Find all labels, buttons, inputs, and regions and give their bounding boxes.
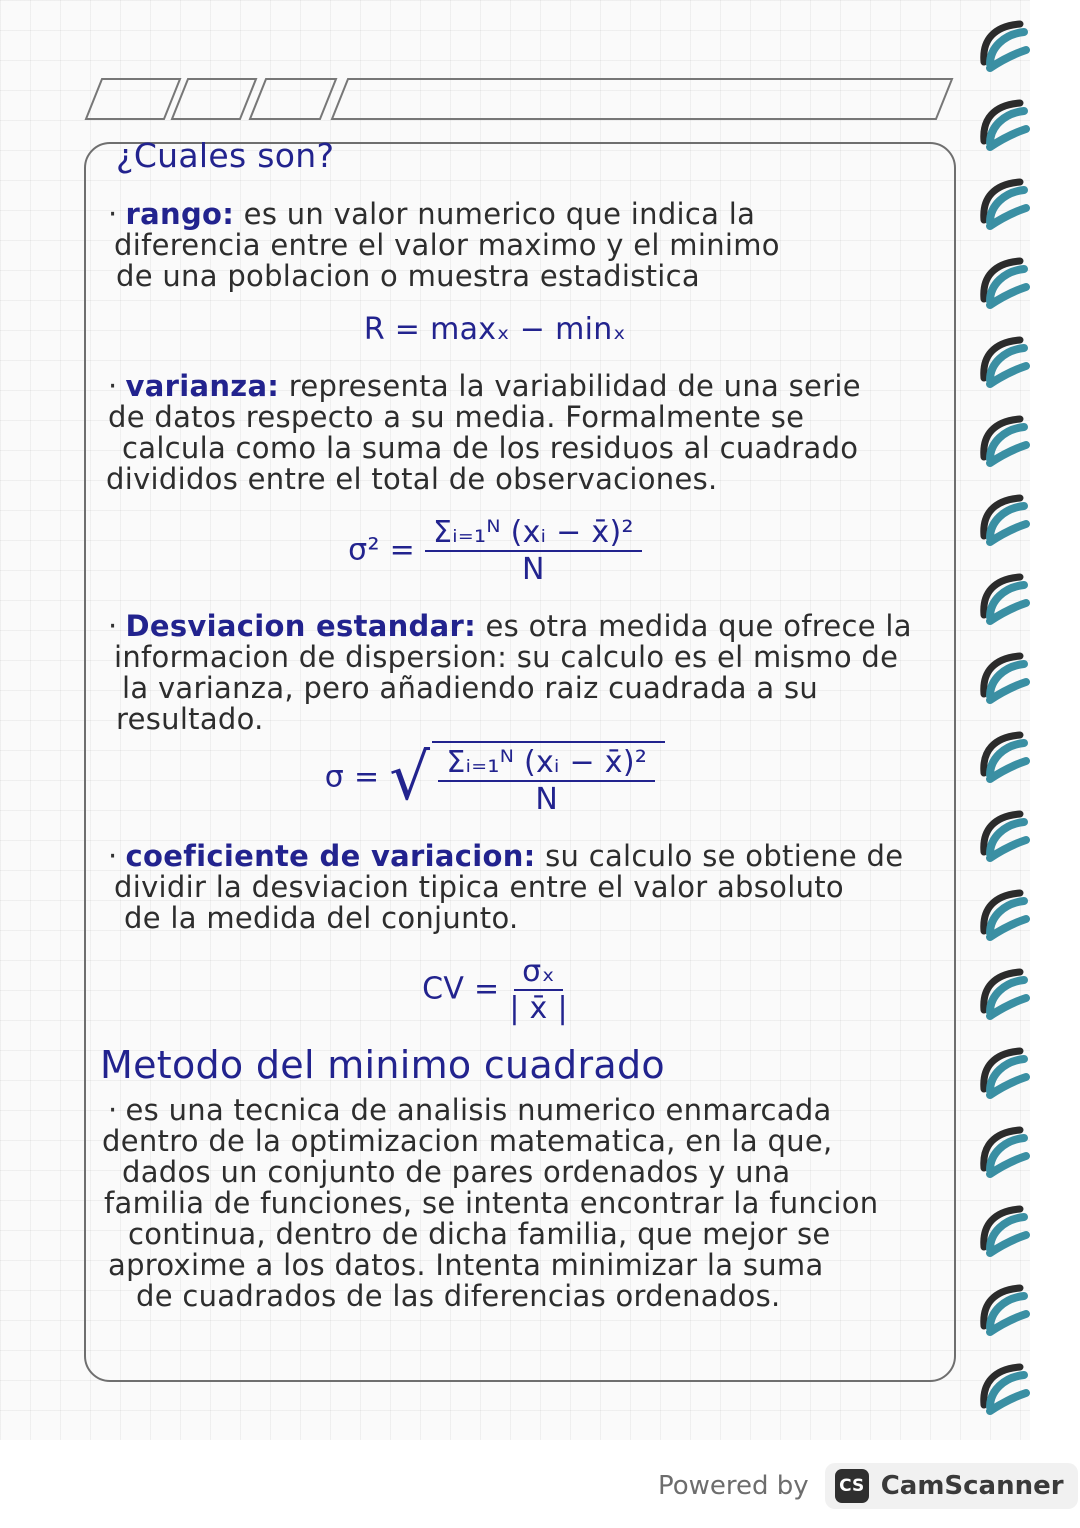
rango-term: rango:	[125, 197, 235, 231]
spiral-ring-icon	[984, 972, 1026, 1016]
metodo-line: familia de funciones, se intenta encontrar la funcion	[104, 1186, 879, 1220]
coeficiente-section	[100, 839, 904, 1026]
metodo-line: continua, dentro de dicha familia, que mejor se	[128, 1217, 831, 1251]
bullet: ·	[108, 369, 118, 403]
fraction-denominator: | x̄ |	[509, 991, 568, 1026]
coeficiente-formula	[100, 956, 890, 1024]
spiral-ring-icon	[984, 182, 1026, 226]
header-boxes	[80, 74, 960, 124]
spiral-ring-icon	[984, 656, 1026, 700]
fraction-numerator: Σᵢ₌₁ᴺ (xᵢ − x̄)²	[425, 517, 642, 552]
formula-lhs: σ =	[324, 759, 380, 795]
fraction-denominator: N	[522, 552, 545, 587]
rango-line: diferencia entre el valor maximo y el minimo	[114, 228, 780, 262]
metodo-section	[100, 1043, 890, 1313]
rango-section	[100, 199, 890, 345]
varianza-section	[100, 371, 890, 585]
spiral-ring-icon	[984, 1367, 1026, 1411]
camscanner-brand: CamScanner	[880, 1471, 1064, 1501]
metodo-line: de cuadrados de las diferencias ordenados.	[136, 1279, 781, 1313]
spiral-ring-icon	[984, 735, 1026, 779]
fraction-numerator: σₓ	[514, 956, 563, 991]
varianza-term: varianza:	[125, 369, 280, 403]
fraction	[509, 956, 568, 1024]
spiral-ring-icon	[984, 419, 1026, 463]
powered-by-text: Powered by	[658, 1471, 809, 1501]
fraction-numerator: Σᵢ₌₁ᴺ (xᵢ − x̄)²	[438, 747, 655, 782]
notes-content	[100, 136, 912, 1313]
desviacion-term: Desviacion estandar:	[125, 609, 476, 643]
coeficiente-line: su calculo se obtiene de	[545, 839, 904, 873]
spiral-ring-icon	[984, 814, 1026, 858]
metodo-line: dados un conjunto de pares ordenados y una	[122, 1155, 791, 1189]
bullet: ·	[108, 1093, 118, 1127]
metodo-title: Metodo del minimo cuadrado	[100, 1043, 665, 1087]
spiral-ring-icon	[984, 340, 1026, 384]
varianza-line: representa la variabilidad de una serie	[288, 369, 861, 403]
rango-line: es un valor numerico que indica la	[243, 197, 756, 231]
spiral-ring-icon	[984, 498, 1026, 542]
bullet: ·	[108, 609, 118, 643]
spiral-ring-icon	[984, 1288, 1026, 1332]
spiral-ring-icon	[984, 1209, 1026, 1253]
varianza-line: calcula como la suma de los residuos al cuadrado	[122, 431, 859, 465]
square-root	[389, 741, 665, 815]
spiral-binding	[980, 0, 1040, 1440]
spiral-ring-icon	[984, 893, 1026, 937]
spiral-ring-icon	[984, 103, 1026, 147]
fraction	[438, 747, 655, 815]
varianza-formula	[100, 517, 890, 585]
camscanner-logo-icon: CS	[835, 1469, 869, 1503]
formula-lhs: σ² =	[348, 532, 416, 568]
metodo-line: dentro de la optimizacion matematica, en la que,	[102, 1124, 833, 1158]
spiral-ring-icon	[984, 1051, 1026, 1095]
coeficiente-term: coeficiente de variacion:	[125, 839, 536, 873]
spiral-ring-icon	[984, 1130, 1026, 1174]
fraction	[425, 517, 642, 585]
rango-formula: R = maxₓ − minₓ	[363, 312, 627, 347]
fraction-denominator: N	[535, 782, 559, 817]
desviacion-line: resultado.	[116, 702, 264, 736]
desviacion-line: informacion de dispersion: su calculo es el mismo de	[114, 640, 899, 674]
page-title: ¿Cuales son?	[116, 136, 335, 175]
bullet: ·	[108, 197, 118, 231]
camscanner-footer	[658, 1458, 1078, 1514]
desviacion-formula	[100, 741, 890, 815]
desviacion-section	[100, 609, 912, 817]
varianza-line: divididos entre el total de observaciones.	[106, 462, 718, 496]
metodo-line: aproxime a los datos. Intenta minimizar la suma	[108, 1248, 824, 1282]
formula-lhs: CV =	[422, 971, 500, 1007]
bullet: ·	[108, 839, 118, 873]
coeficiente-line: dividir la desviacion tipica entre el valor absoluto	[114, 870, 844, 904]
spiral-ring-icon	[984, 261, 1026, 305]
spiral-ring-icon	[984, 24, 1026, 68]
rango-line: de una poblacion o muestra estadistica	[116, 259, 700, 293]
metodo-line: es una tecnica de analisis numerico enmarcada	[125, 1093, 832, 1127]
coeficiente-line: de la medida del conjunto.	[124, 901, 519, 935]
desviacion-line: la varianza, pero añadiendo raiz cuadrada a su	[122, 671, 819, 705]
desviacion-line: es otra medida que ofrece la	[485, 609, 912, 643]
camscanner-badge	[825, 1463, 1078, 1509]
radical-icon: √	[389, 741, 431, 815]
spiral-ring-icon	[984, 577, 1026, 621]
varianza-line: de datos respecto a su media. Formalmente se	[108, 400, 805, 434]
